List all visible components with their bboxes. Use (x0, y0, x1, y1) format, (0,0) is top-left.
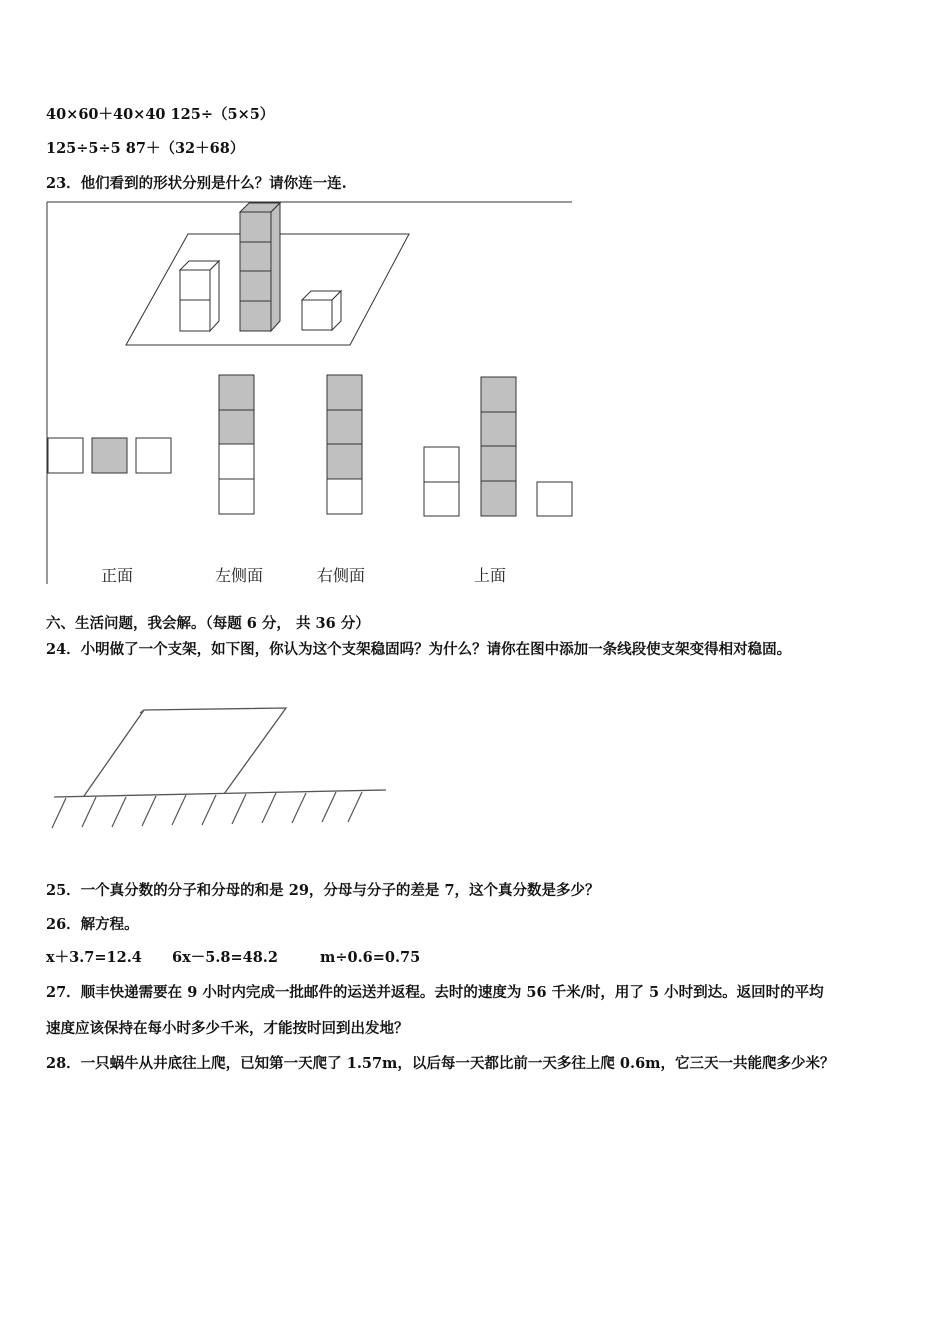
calc-row-1: 40×60＋40×40 125÷（5×5） (46, 106, 275, 123)
question-26: 26．解方程。 (46, 916, 139, 933)
question-28: 28．一只蜗牛从井底往上爬，已知第一天爬了 1.57m，以后每一天都比前一天多往上爬 0.6m，它三天一共能爬多少米？ (46, 1055, 835, 1072)
ground-line (54, 790, 386, 797)
label-top: 上面 (474, 566, 507, 585)
label-left-side: 左侧面 (215, 566, 264, 585)
question-27-line-1: 27．顺丰快递需要在 9 小时内完成一批邮件的运送并返程。去时的速度为 56 千米/时，用了 5 小时到达。返回时的平均 (46, 984, 824, 1001)
question-24: 24．小明做了一个支架，如下图，你认为这个支架稳固吗？为什么？请你在图中添加一条线段使支架变得相对稳固。 (46, 641, 792, 658)
bracket-frame (84, 708, 286, 796)
equation-2: 6x－5.8=48.2 (172, 949, 278, 966)
single-cube-white (302, 291, 341, 330)
stack-two-white (180, 261, 219, 331)
q26-equations (46, 946, 420, 967)
q23-figure (44, 198, 576, 590)
equation-1: x＋3.7=12.4 (46, 949, 142, 966)
stack-four-gray (240, 203, 280, 331)
section-6-title: 六、生活问题，我会解。（每题 6 分， 共 36 分） (46, 615, 370, 632)
label-front: 正面 (101, 566, 134, 585)
q24-bracket-figure (44, 700, 389, 835)
question-27-line-2: 速度应该保持在每小时多少千米，才能按时回到出发地？ (46, 1020, 409, 1037)
equation-3: m÷0.6=0.75 (320, 949, 421, 966)
top-view (424, 377, 572, 516)
question-23: 23．他们看到的形状分别是什么？请你连一连. (46, 175, 347, 192)
right-side-view (327, 375, 362, 514)
label-right-side: 右侧面 (317, 566, 366, 585)
left-side-view (219, 375, 254, 514)
calc-row-2: 125÷5÷5 87＋（32＋68） (46, 140, 245, 157)
question-25: 25．一个真分数的分子和分母的和是 29，分母与分子的差是 7，这个真分数是多少？ (46, 882, 600, 899)
ground-hatching (52, 792, 362, 828)
front-view (48, 438, 171, 473)
